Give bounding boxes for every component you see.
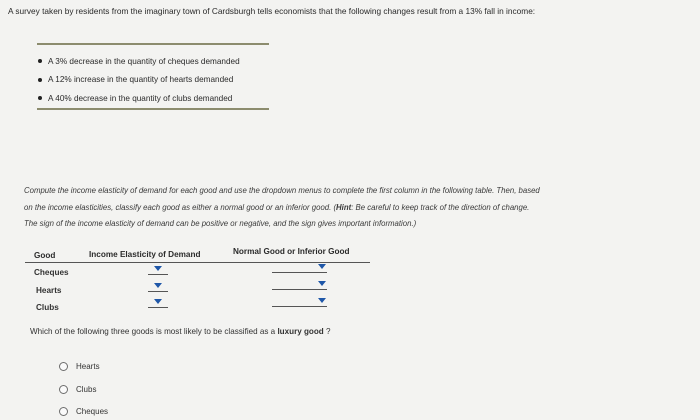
- changes-list: [36, 52, 240, 108]
- change-text: A 12% increase in the quantity of hearts demanded: [48, 75, 234, 85]
- instructions-line-1: Compute the income elasticity of demand for each good and use the dropdown menus to complete the first column in the following table. Then, based: [24, 186, 540, 195]
- luxury-question: Which of the following three goods is most likely to be classified as a luxury good ?: [30, 327, 331, 336]
- dropdown-arrow-icon: [154, 283, 162, 288]
- dropdown-arrow-icon: [318, 298, 326, 303]
- classification-dropdown-hearts[interactable]: [272, 281, 327, 290]
- table-header-rule: [25, 262, 370, 263]
- change-item: [36, 71, 240, 90]
- bottom-rule: [37, 108, 269, 110]
- dropdown-arrow-icon: [154, 266, 162, 271]
- bullet-icon: [38, 78, 42, 82]
- option-clubs[interactable]: [59, 385, 96, 394]
- top-rule: [37, 43, 269, 45]
- dropdown-arrow-icon: [154, 299, 162, 304]
- radio-button[interactable]: [59, 385, 68, 394]
- classification-dropdown-cheques[interactable]: [272, 264, 327, 273]
- classification-dropdown-clubs[interactable]: [272, 298, 327, 307]
- change-item: [36, 89, 240, 108]
- option-cheques[interactable]: [59, 407, 108, 416]
- option-label: Clubs: [76, 385, 97, 394]
- header-good: Good: [34, 251, 56, 260]
- intro-text: A survey taken by residents from the imaginary town of Cardsburgh tells economists that the following changes result from a 13% fall in income:: [8, 6, 536, 16]
- radio-button[interactable]: [59, 407, 68, 416]
- elasticity-dropdown-hearts[interactable]: [148, 283, 168, 292]
- instructions-line-3: The sign of the income elasticity of demand can be positive or negative, and the sign gives important information.): [24, 219, 417, 228]
- radio-button[interactable]: [59, 362, 68, 371]
- change-text: A 3% decrease in the quantity of cheques demanded: [48, 56, 240, 66]
- option-label: Hearts: [76, 362, 100, 371]
- dropdown-arrow-icon: [318, 264, 326, 269]
- option-label: Cheques: [76, 407, 109, 416]
- row-label-clubs: Clubs: [36, 303, 59, 312]
- hint-label: Hint: [336, 202, 352, 212]
- bullet-icon: [38, 59, 42, 63]
- luxury-good-term: luxury good: [277, 327, 324, 336]
- bullet-icon: [38, 96, 42, 100]
- option-hearts[interactable]: [59, 362, 100, 371]
- header-classification: Normal Good or Inferior Good: [233, 247, 350, 256]
- elasticity-dropdown-clubs[interactable]: [148, 299, 168, 308]
- change-text: A 40% decrease in the quantity of clubs demanded: [48, 93, 233, 103]
- header-elasticity: Income Elasticity of Demand: [89, 250, 201, 259]
- row-label-hearts: Hearts: [36, 286, 62, 295]
- change-item: [36, 52, 240, 71]
- instructions-line-2: on the income elasticities, classify each good as either a normal good or an inferior good. (Hint: Be careful to keep track of the direction of change.: [24, 202, 530, 212]
- elasticity-dropdown-cheques[interactable]: [148, 266, 168, 275]
- dropdown-arrow-icon: [318, 281, 326, 286]
- instructions: [24, 183, 664, 233]
- row-label-cheques: Cheques: [34, 268, 69, 277]
